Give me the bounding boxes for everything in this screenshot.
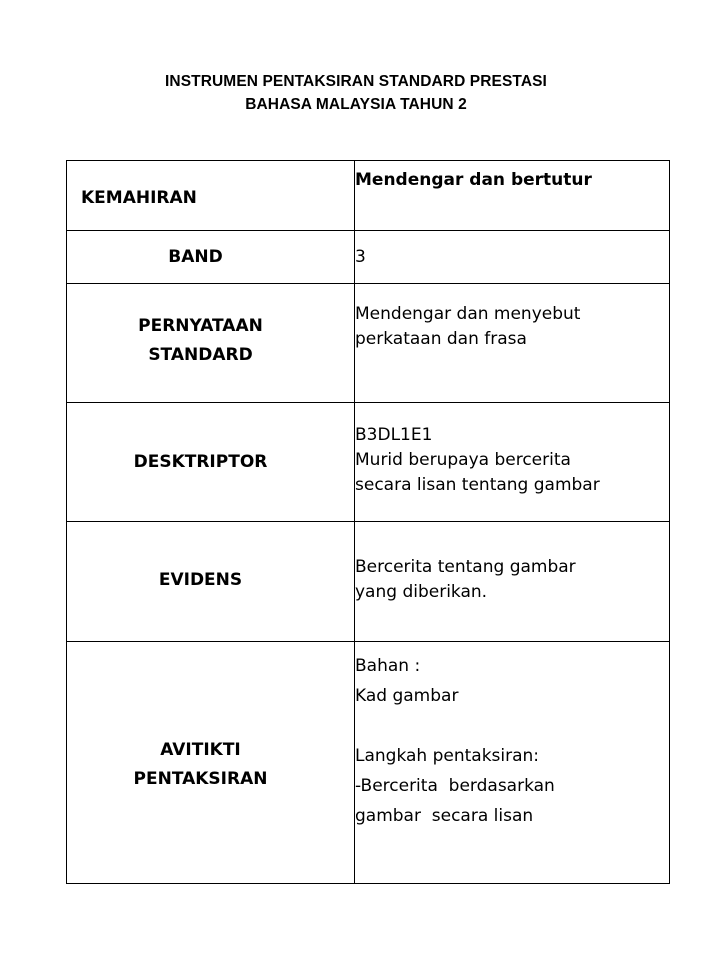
row-value-cell xyxy=(355,403,670,522)
table-row xyxy=(67,642,670,884)
row-label: DESKTRIPTOR xyxy=(133,452,268,472)
row-label-cell xyxy=(67,284,355,403)
row-value: Bahan : xyxy=(355,656,421,676)
row-label: STANDARD xyxy=(148,345,253,365)
document-title-line2: BAHASA MALAYSIA TAHUN 2 xyxy=(245,96,467,113)
row-value: gambar secara lisan xyxy=(355,806,534,826)
row-value xyxy=(355,714,669,744)
row-value-cell xyxy=(355,161,670,231)
table-row xyxy=(67,403,670,522)
row-label-cell xyxy=(67,161,355,231)
row-value: -Bercerita berdasarkan xyxy=(355,776,555,796)
table-row xyxy=(67,522,670,642)
assessment-table xyxy=(66,160,670,884)
row-value-cell xyxy=(355,284,670,403)
row-value: Bercerita tentang gambar xyxy=(355,557,576,577)
row-label-cell xyxy=(67,231,355,284)
row-value: perkataan dan frasa xyxy=(355,329,527,349)
row-label-cell xyxy=(67,403,355,522)
row-label-cell xyxy=(67,522,355,642)
row-value: yang diberikan. xyxy=(355,582,488,602)
row-label: KEMAHIRAN xyxy=(81,188,197,208)
row-value-cell xyxy=(355,522,670,642)
table-row xyxy=(67,161,670,231)
row-label: EVIDENS xyxy=(158,570,243,590)
row-label: BAND xyxy=(168,247,223,267)
row-value: Murid berupaya bercerita xyxy=(355,450,571,470)
row-value: 3 xyxy=(355,247,366,267)
row-label: PERNYATAAN xyxy=(138,316,263,336)
document-title-line1: INSTRUMEN PENTAKSIRAN STANDARD PRESTASI xyxy=(165,73,547,90)
row-value: Mendengar dan menyebut xyxy=(355,304,581,324)
table-row xyxy=(67,284,670,403)
row-label-cell xyxy=(67,642,355,884)
row-value: B3DL1E1 xyxy=(355,425,433,445)
row-value: Mendengar dan bertutur xyxy=(355,170,592,190)
table-row xyxy=(67,231,670,284)
row-value-cell xyxy=(355,642,670,884)
row-label: AVITIKTI xyxy=(160,740,241,760)
row-value-cell xyxy=(355,231,670,284)
row-label: PENTAKSIRAN xyxy=(133,769,268,789)
row-value: Kad gambar xyxy=(355,686,459,706)
row-value: secara lisan tentang gambar xyxy=(355,475,600,495)
row-value: Langkah pentaksiran: xyxy=(355,746,540,766)
